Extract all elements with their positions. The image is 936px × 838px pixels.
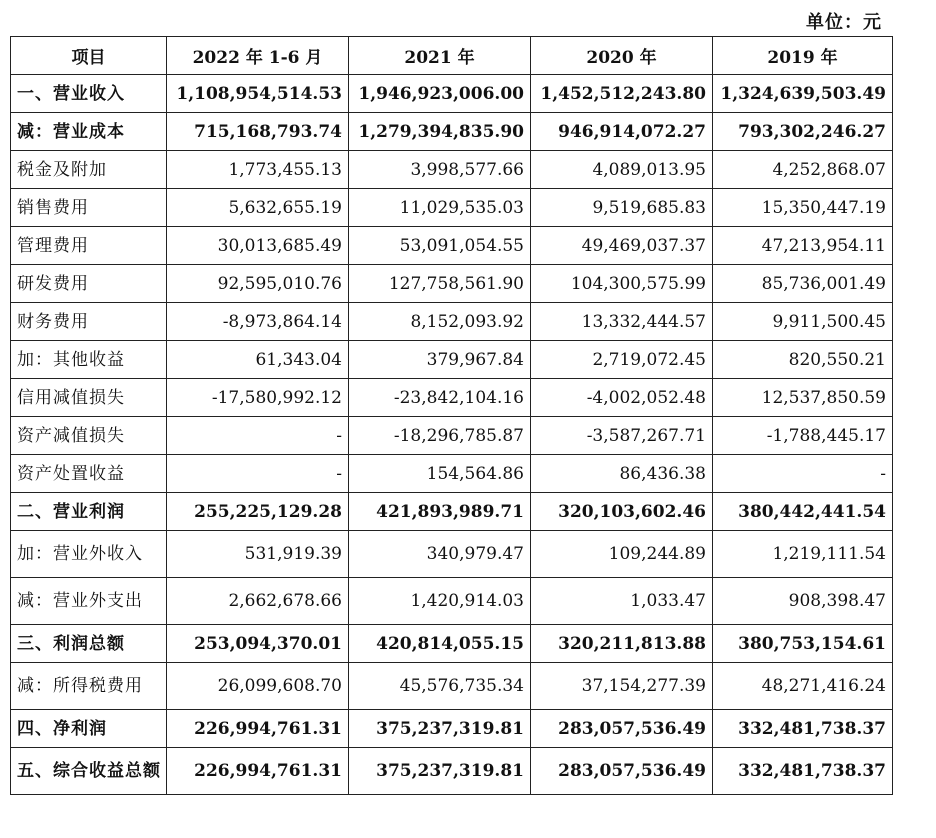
row-value: - (167, 417, 349, 455)
row-label: 减：所得税费用 (11, 663, 167, 710)
row-value: 85,736,001.49 (713, 265, 893, 303)
row-value: 908,398.47 (713, 578, 893, 625)
row-label: 三、利润总额 (11, 625, 167, 663)
row-value: 12,537,850.59 (713, 379, 893, 417)
table-row (11, 113, 893, 151)
row-value: 226,994,761.31 (167, 710, 349, 748)
row-value: 2,719,072.45 (531, 341, 713, 379)
header-2020: 2020 年 (531, 37, 713, 75)
table-row (11, 748, 893, 795)
row-label: 税金及附加 (11, 151, 167, 189)
row-value: 332,481,738.37 (713, 710, 893, 748)
row-value: 11,029,535.03 (349, 189, 531, 227)
row-label: 财务费用 (11, 303, 167, 341)
table-row (11, 75, 893, 113)
row-value: 1,946,923,006.00 (349, 75, 531, 113)
row-value: 104,300,575.99 (531, 265, 713, 303)
header-2022h1: 2022 年 1-6 月 (167, 37, 349, 75)
row-value: 320,211,813.88 (531, 625, 713, 663)
table-row (11, 493, 893, 531)
row-label: 四、净利润 (11, 710, 167, 748)
table-row (11, 265, 893, 303)
row-value: 380,753,154.61 (713, 625, 893, 663)
row-value: 1,420,914.03 (349, 578, 531, 625)
table-row (11, 341, 893, 379)
row-value: 283,057,536.49 (531, 710, 713, 748)
row-value: - (167, 455, 349, 493)
row-value: 109,244.89 (531, 531, 713, 578)
row-value: -17,580,992.12 (167, 379, 349, 417)
table-header-row (11, 37, 893, 75)
row-value: 154,564.86 (349, 455, 531, 493)
row-value: 253,094,370.01 (167, 625, 349, 663)
row-value: 1,452,512,243.80 (531, 75, 713, 113)
table-row (11, 663, 893, 710)
row-value: -3,587,267.71 (531, 417, 713, 455)
table-row (11, 531, 893, 578)
row-value: -4,002,052.48 (531, 379, 713, 417)
row-value: -23,842,104.16 (349, 379, 531, 417)
row-value: 715,168,793.74 (167, 113, 349, 151)
row-value: 379,967.84 (349, 341, 531, 379)
row-label: 减：营业成本 (11, 113, 167, 151)
row-value: 2,662,678.66 (167, 578, 349, 625)
table-row (11, 710, 893, 748)
row-value: 1,219,111.54 (713, 531, 893, 578)
row-label: 加：其他收益 (11, 341, 167, 379)
row-value: 332,481,738.37 (713, 748, 893, 795)
row-value: 4,252,868.07 (713, 151, 893, 189)
header-item: 项目 (11, 37, 167, 75)
row-value: 13,332,444.57 (531, 303, 713, 341)
row-value: 421,893,989.71 (349, 493, 531, 531)
row-value: 531,919.39 (167, 531, 349, 578)
row-value: 946,914,072.27 (531, 113, 713, 151)
row-value: 5,632,655.19 (167, 189, 349, 227)
row-value: 380,442,441.54 (713, 493, 893, 531)
row-value: - (713, 455, 893, 493)
row-value: 3,998,577.66 (349, 151, 531, 189)
header-2021: 2021 年 (349, 37, 531, 75)
row-label: 资产处置收益 (11, 455, 167, 493)
row-value: 9,911,500.45 (713, 303, 893, 341)
row-value: 1,324,639,503.49 (713, 75, 893, 113)
table-row (11, 625, 893, 663)
row-value: 226,994,761.31 (167, 748, 349, 795)
row-value: -18,296,785.87 (349, 417, 531, 455)
row-label: 五、综合收益总额 (11, 748, 167, 795)
row-value: 1,033.47 (531, 578, 713, 625)
table-row (11, 303, 893, 341)
row-value: 8,152,093.92 (349, 303, 531, 341)
income-statement-table (10, 36, 893, 795)
row-value: 340,979.47 (349, 531, 531, 578)
row-value: 9,519,685.83 (531, 189, 713, 227)
row-value: 53,091,054.55 (349, 227, 531, 265)
row-value: 320,103,602.46 (531, 493, 713, 531)
row-value: 86,436.38 (531, 455, 713, 493)
row-value: 61,343.04 (167, 341, 349, 379)
unit-label: 单位：元 (806, 12, 882, 33)
row-value: -1,788,445.17 (713, 417, 893, 455)
row-value: 49,469,037.37 (531, 227, 713, 265)
table-row (11, 227, 893, 265)
table-row (11, 189, 893, 227)
row-value: 255,225,129.28 (167, 493, 349, 531)
row-value: 1,773,455.13 (167, 151, 349, 189)
row-value: 37,154,277.39 (531, 663, 713, 710)
row-value: 15,350,447.19 (713, 189, 893, 227)
row-label: 加：营业外收入 (11, 531, 167, 578)
row-value: 30,013,685.49 (167, 227, 349, 265)
table-row (11, 379, 893, 417)
row-label: 二、营业利润 (11, 493, 167, 531)
row-value: 47,213,954.11 (713, 227, 893, 265)
row-value: 820,550.21 (713, 341, 893, 379)
row-value: 48,271,416.24 (713, 663, 893, 710)
row-value: 4,089,013.95 (531, 151, 713, 189)
row-label: 资产减值损失 (11, 417, 167, 455)
row-value: 45,576,735.34 (349, 663, 531, 710)
table-row (11, 455, 893, 493)
row-value: 26,099,608.70 (167, 663, 349, 710)
row-value: 375,237,319.81 (349, 710, 531, 748)
row-label: 信用减值损失 (11, 379, 167, 417)
table-row (11, 417, 893, 455)
row-value: 127,758,561.90 (349, 265, 531, 303)
row-label: 销售费用 (11, 189, 167, 227)
row-value: 92,595,010.76 (167, 265, 349, 303)
row-value: 793,302,246.27 (713, 113, 893, 151)
row-label: 一、营业收入 (11, 75, 167, 113)
row-label: 管理费用 (11, 227, 167, 265)
row-label: 研发费用 (11, 265, 167, 303)
row-value: 375,237,319.81 (349, 748, 531, 795)
row-value: -8,973,864.14 (167, 303, 349, 341)
table-row (11, 578, 893, 625)
row-value: 420,814,055.15 (349, 625, 531, 663)
row-value: 1,279,394,835.90 (349, 113, 531, 151)
header-2019: 2019 年 (713, 37, 893, 75)
row-value: 1,108,954,514.53 (167, 75, 349, 113)
table-row (11, 151, 893, 189)
row-value: 283,057,536.49 (531, 748, 713, 795)
row-label: 减：营业外支出 (11, 578, 167, 625)
